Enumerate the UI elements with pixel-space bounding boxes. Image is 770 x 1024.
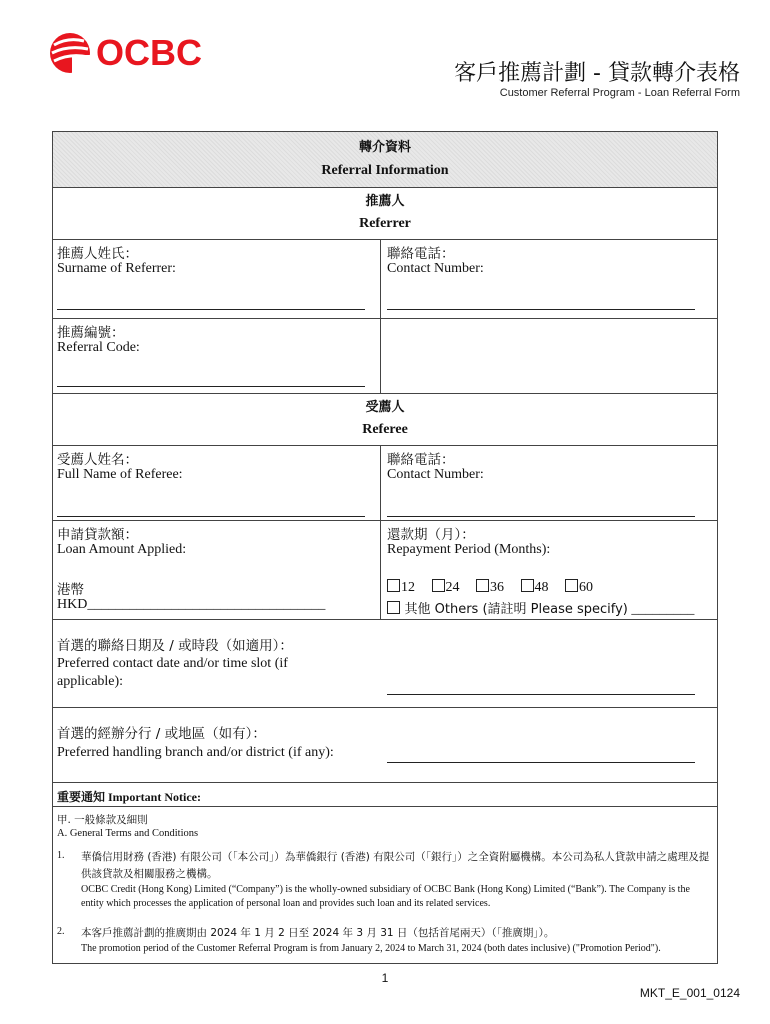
notice-heading-row	[53, 783, 717, 807]
repayment-option-label: 60	[579, 580, 593, 595]
repayment-option-60[interactable]	[565, 580, 593, 595]
checkbox-36[interactable]	[476, 579, 489, 592]
checkbox-48[interactable]	[521, 579, 534, 592]
section-a-heading-en: A. General Terms and Conditions	[57, 828, 199, 839]
preferred-contact-label-zh: 首選的聯絡日期及 / 或時段（如適用）：	[57, 638, 293, 654]
empty-cell	[380, 319, 717, 393]
notice-heading-en: Important Notice:	[108, 790, 201, 804]
referee-contact-cell	[380, 446, 717, 520]
referrer-contact-label-zh: 聯絡電話：	[387, 246, 455, 262]
currency-label-zh: 港幣	[57, 582, 84, 598]
referral-code-cell	[53, 319, 380, 393]
full-name-of-referee-label-en: Full Name of Referee:	[57, 467, 183, 482]
important-notice-heading	[57, 788, 201, 805]
loan-amount-cell	[53, 521, 380, 619]
referrer-contact-field[interactable]	[387, 309, 695, 310]
page-title-zh: 客戶推薦計劃 - 貸款轉介表格	[454, 61, 740, 86]
notice-item-1	[57, 849, 713, 911]
checkbox-24[interactable]	[432, 579, 445, 592]
full-name-of-referee-cell	[53, 446, 380, 520]
logo-text: OCBC	[96, 32, 202, 73]
repayment-options	[387, 579, 606, 596]
section-a-heading-zh: 甲. 一般條款及細則	[57, 814, 148, 826]
row-referrer-name-contact	[53, 240, 717, 319]
notice-item-2-zh: 本客戶推薦計劃的推廣期由 2024 年 1 月 2 日至 2024 年 3 月 31 日（包括首尾兩天）（「推廣期」）。	[81, 927, 555, 939]
currency-label-en: HKD	[57, 597, 88, 612]
preferred-branch-field[interactable]	[387, 762, 695, 763]
referral-code-label-en: Referral Code:	[57, 340, 140, 355]
notice-item-number: 2.	[57, 926, 65, 937]
preferred-contact-label-en-2: applicable):	[57, 674, 124, 689]
preferred-branch-label-zh: 首選的經辦分行 / 或地區（如有）：	[57, 726, 266, 742]
page-title-en: Customer Referral Program - Loan Referral Form	[499, 87, 740, 99]
checkbox-others[interactable]	[387, 601, 400, 614]
section-referrer	[53, 188, 717, 240]
checkbox-12[interactable]	[387, 579, 400, 592]
repayment-option-24[interactable]	[432, 580, 460, 595]
referrer-heading-en: Referrer	[359, 216, 411, 231]
loan-amount-underline: __________________________________	[87, 597, 326, 612]
section-referee	[53, 394, 717, 446]
notice-item-1-en: OCBC Credit (Hong Kong) Limited (“Company”) is the wholly-owned subsidiary of OCBC Bank (Hong Kong) Limited (“Bank”). The Company is the entity which processes the application of personal loan and provides such loan and its related services.	[81, 884, 690, 909]
referral-code-label-zh: 推薦編號：	[57, 325, 125, 341]
repayment-option-12[interactable]	[387, 580, 415, 595]
surname-of-referrer-label-zh: 推薦人姓氏：	[57, 246, 138, 262]
full-name-of-referee-label-zh: 受薦人姓名：	[57, 452, 138, 468]
surname-of-referrer-label-en: Surname of Referrer:	[57, 261, 176, 276]
referee-heading-zh: 受薦人	[365, 400, 405, 415]
surname-of-referrer-field[interactable]	[57, 309, 365, 310]
row-preferred-branch	[53, 708, 717, 783]
notice-heading-zh: 重要通知	[57, 790, 106, 804]
surname-of-referrer-cell	[53, 240, 380, 318]
referrer-contact-label-en: Contact Number:	[387, 261, 484, 276]
referral-information-zh: 轉介資料	[358, 140, 411, 155]
ocbc-logo	[48, 30, 202, 76]
repayment-option-label: 12	[401, 580, 415, 595]
repayment-option-label: 36	[490, 580, 504, 595]
repayment-period-label-zh: 還款期（月）：	[387, 527, 475, 543]
notice-item-2-en: The promotion period of the Customer Referral Program is from January 2, 2024 to March 31, 2024 (both dates inclusive) ("Promotion Period").	[81, 943, 661, 954]
others-option-underline: _________	[631, 602, 695, 617]
preferred-contact-label-en-1: Preferred contact date and/or time slot (if	[57, 656, 288, 671]
loan-amount-label-en: Loan Amount Applied:	[57, 542, 187, 557]
row-referral-code	[53, 319, 717, 394]
referee-contact-label-en: Contact Number:	[387, 467, 484, 482]
preferred-branch-label-en: Preferred handling branch and/or district (if any):	[57, 745, 334, 760]
referral-form	[52, 131, 718, 964]
section-a-heading	[57, 813, 198, 841]
others-option-label: 其他 Others (請註明 Please specify)	[404, 602, 628, 617]
loan-amount-label-zh: 申請貸款額：	[57, 527, 138, 543]
notice-body	[53, 807, 717, 963]
notice-item-number: 1.	[57, 850, 65, 861]
referrer-contact-cell	[380, 240, 717, 318]
referral-code-field[interactable]	[57, 386, 365, 387]
repayment-option-label: 24	[445, 580, 460, 595]
row-preferred-contact	[53, 620, 717, 708]
referee-contact-field[interactable]	[387, 516, 695, 517]
referral-information-en: Referral Information	[321, 163, 449, 178]
loan-amount-field[interactable]	[57, 597, 325, 613]
checkbox-60[interactable]	[565, 579, 578, 592]
page-number: 1	[381, 971, 389, 985]
preferred-contact-field[interactable]	[387, 694, 695, 695]
repayment-option-label: 48	[534, 580, 549, 595]
section-referral-information	[53, 132, 717, 188]
document-code: MKT_E_001_0124	[639, 986, 740, 1000]
repayment-option-others[interactable]	[387, 598, 694, 618]
notice-item-1-zh: 華僑信用財務 (香港) 有限公司（「本公司」）為華僑銀行 (香港) 有限公司（「銀行」）之全資附屬機構。本公司為私人貸款申請之處理及提供該貸款及相關服務之機構。	[81, 851, 710, 880]
notice-item-2	[57, 925, 713, 956]
row-loan-amount-repayment	[53, 521, 717, 620]
repayment-option-48[interactable]	[521, 580, 549, 595]
repayment-period-cell	[380, 521, 717, 619]
repayment-period-label-en: Repayment Period (Months):	[387, 542, 551, 557]
referee-heading-en: Referee	[362, 422, 408, 437]
referee-contact-label-zh: 聯絡電話：	[387, 452, 455, 468]
repayment-option-36[interactable]	[476, 580, 504, 595]
ocbc-logo-icon	[48, 31, 92, 75]
full-name-of-referee-field[interactable]	[57, 516, 365, 517]
referrer-heading-zh: 推薦人	[365, 194, 405, 209]
row-referee-name-contact	[53, 446, 717, 521]
